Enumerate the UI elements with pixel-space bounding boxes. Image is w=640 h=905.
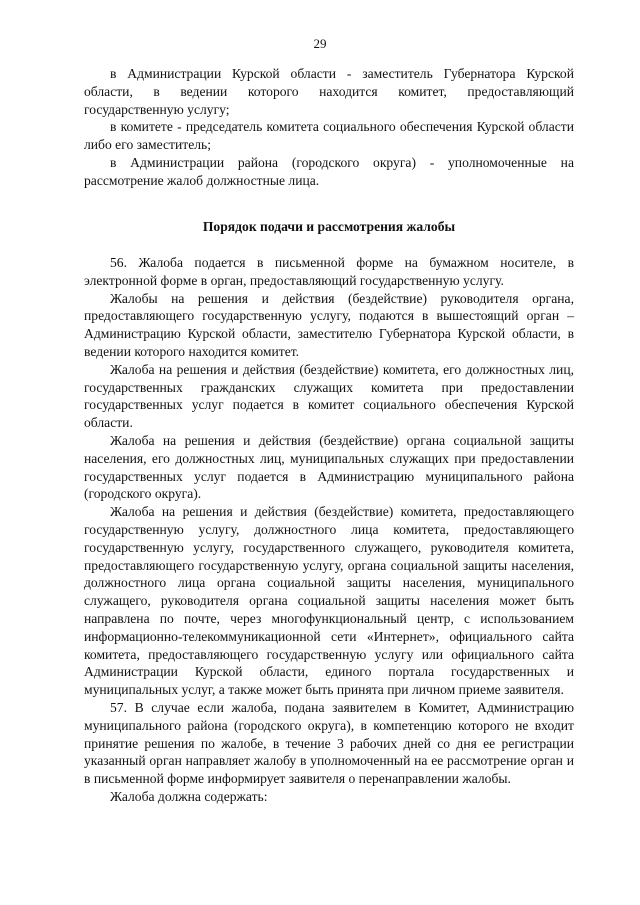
page-number: 29 (313, 36, 327, 51)
paragraph: Жалоба на решения и действия (бездействие) органа социальной защиты населения, его должностных лиц, муниципальных служащих при предоставлении государственных услуг подается в Администрацию муниципального района (городского округа). (84, 432, 574, 502)
paragraph: в Администрации Курской области - заместитель Губернатора Курской области, в ведении которого находится комитет, предоставляющий государственную услугу; (84, 66, 574, 117)
paragraph: Жалоба на решения и действия (бездействие) комитета, его должностных лиц, государственных гражданских служащих комитета при предоставлении государственных услуг подается в комитет социального обеспечения Курской области. (84, 361, 574, 431)
paragraph: в комитете - председатель комитета социального обеспечения Курской области либо его заместитель; (84, 119, 574, 153)
main-block (84, 254, 574, 806)
section-heading: Порядок подачи и рассмотрения жалобы (202, 219, 456, 234)
paragraph: Жалоба на решения и действия (бездействие) комитета, предоставляющего государственную услугу, должностного лица комитета, предоставляющего государственную услугу, государственного служащего, руководителя комитета, предоставляющего государственную услугу, органа социальной защиты населения, должностного лица органа социальной защиты населения, муниципального служащего, руководителя органа социальной защиты населения может быть направлена по почте, через многофункциональный центр, с использованием информационно-телекоммуникационной сети «Интернет», официального сайта комитета, предоставляющего государственную услугу или официального сайта Администрации Курской области, единого портала государственных и муниципальных услуг, а также может быть принята при личном приеме заявителя. (84, 504, 574, 698)
paragraph: 56. Жалоба подается в письменной форме на бумажном носителе, в электронной форме в орган, предоставляющий государственную услугу. (84, 255, 574, 288)
intro-block (84, 65, 574, 190)
paragraph: Жалоба должна содержать: (110, 788, 268, 804)
paragraph: Жалобы на решения и действия (бездействие) руководителя органа, предоставляющего государственную услугу, подаются в вышестоящий орган – Администрацию Курской области, заместителю Губернатора Курской области, в ведении которого находится комитет. (84, 290, 574, 359)
paragraph: 57. В случае если жалоба, подана заявителем в Комитет, Администрацию муниципального района (городского округа), в компетенцию которого не входит принятие решения по жалобе, в течение 3 рабочих дней со дня ее регистрации указанный орган направляет жалобу в уполномоченный на ее рассмотрение орган и в письменной форме информирует заявителя о перенаправлении жалобы. (84, 699, 574, 787)
paragraph: в Администрации района (городского округа) - уполномоченные на рассмотрение жалоб должностные лица. (84, 154, 574, 188)
